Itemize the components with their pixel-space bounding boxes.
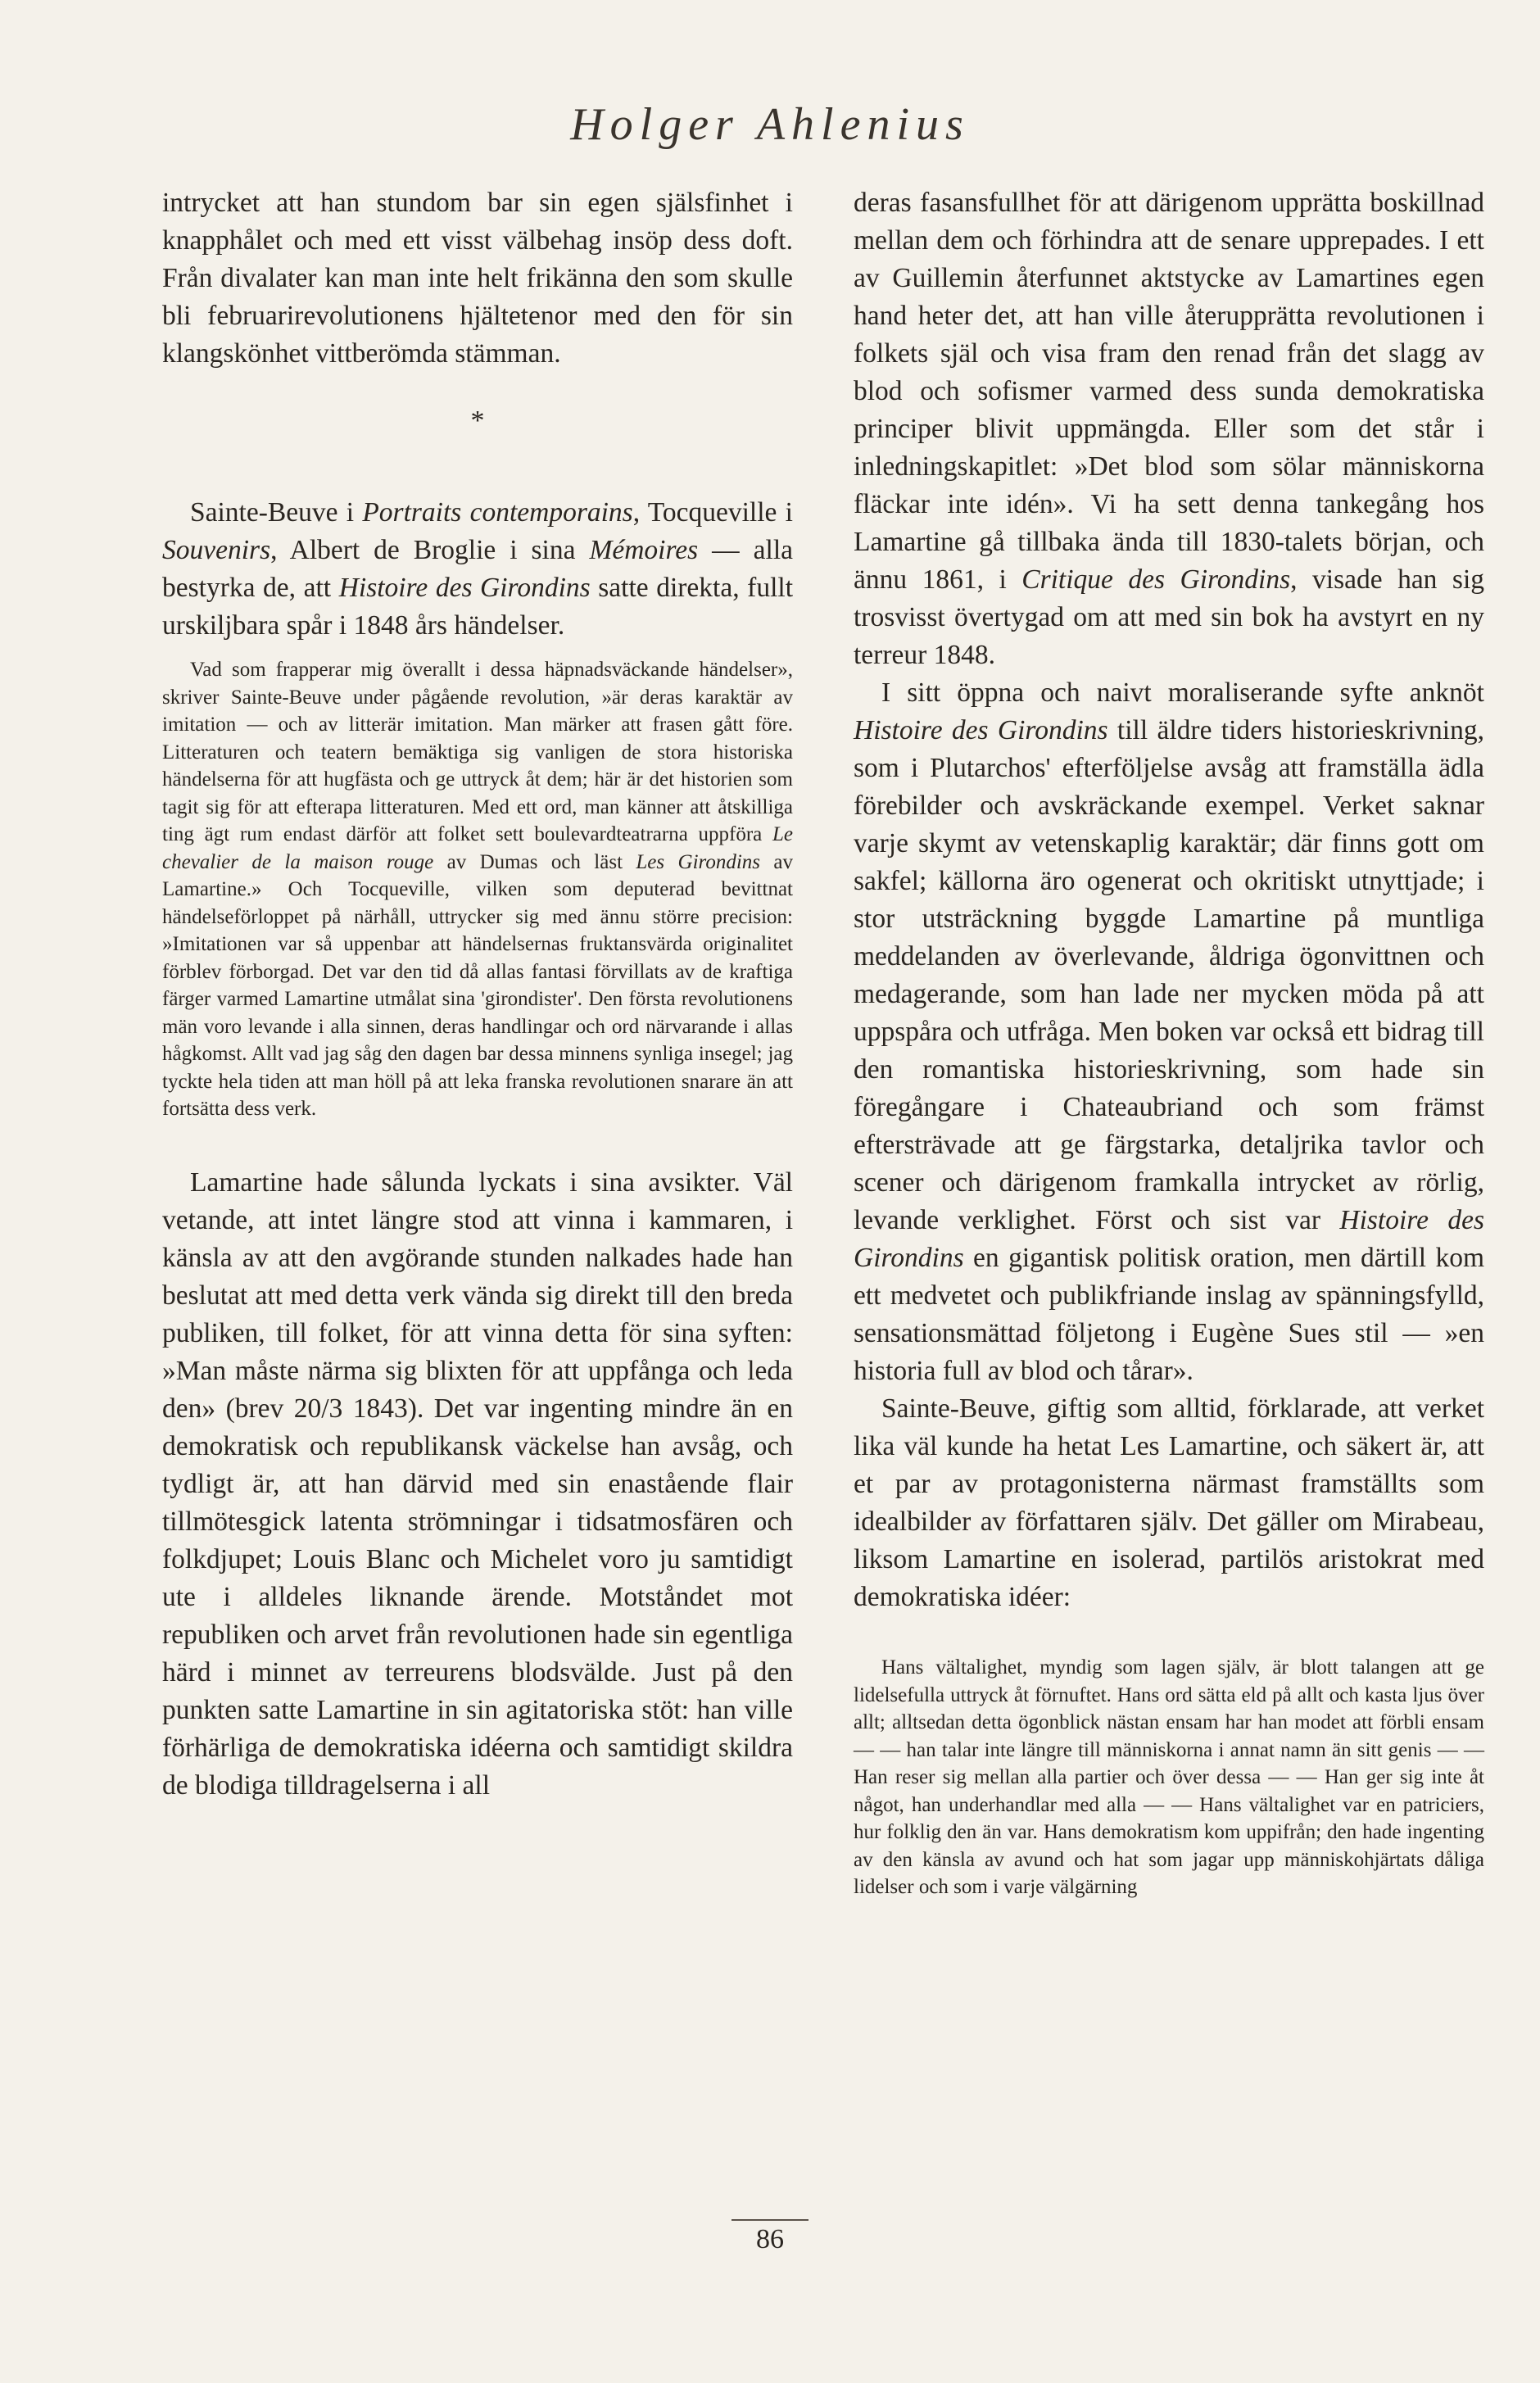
- paragraph-sources: Sainte-Beuve i Portraits contemporains, Tocqueville i Souvenirs, Albert de Broglie i sina Mémoires — alla bestyrka de, att Histoire des Girondins satte direkta, fullt urskiljbara spår i 1848 års händelser.: [162, 497, 794, 641]
- paragraph-lamartine: Lamartine hade sålunda lyckats i sina avsikter. Väl vetande, att intet längre stod att vinna i kammaren, i känsla av att den avgörande stunden nalkades hade han beslutat att med detta verk vända sig direkt till den breda publiken, till folket, för att vinna detta för sina syften: »Man måste närma sig blixten för att uppfånga och leda den» (brev 20/3 1843). Det var ingenting mindre än en demokratisk och republikansk väckelse han avsåg, och tydligt är, att han därvid med sin enastående flair tillmötesgick latenta strömningar i tidsatmosfären och folkdjupet; Louis Blanc och Michelet voro ju samtidigt ute i alldeles liknande ärende. Motståndet mot republiken och arvet från revolutionen hade sin egentliga härd i minnet av terreurens blodsvälde. Just på den punkten satte Lamartine in sin agitatoriska stöt: han ville förhärliga de demokratiska idéerna och samtidigt skildra de blodiga tilldragelserna i all: [162, 1167, 793, 1801]
- running-title: Holger Ahlenius: [570, 99, 970, 150]
- left-column: [162, 184, 793, 1805]
- paragraph-sainte-beuve: Sainte-Beuve, giftig som alltid, förklarade, att verket lika väl kunde ha hetat Les Lamartine, och säkert är, att et par av protagonisterna närmast framställts som idealbilder av författaren själv. Det gäller om Mirabeau, liksom Lamartine en isolerad, partilös aristokrat med demokratiska idéer:: [854, 1393, 1484, 1612]
- block-quote-sainte-beuve-tocqueville: [162, 656, 793, 1123]
- block-quote-mirabeau: [854, 1654, 1484, 1901]
- paragraph-naive-purpose: I sitt öppna och naivt moraliserande syfte anknöt Histoire des Girondins till äldre tiders historieskrivning, som i Plutarchos' efterföljelse avsåg att framställa ädla förebilder och avskräckande exempel. Verket saknar varje skymt av vetenskaplig karaktär; där finns gott om sakfel; källorna äro ogenerat och okritiskt utnyttjade; i stor utsträckning byggde Lamartine på muntliga meddelanden av överlevande, åldriga ögonvittnen och medagerande, som han lade ner mycken möda på att uppspåra och utfråga. Men boken var också ett bidrag till den romantiska historieskrivning, som hade sin föregångare i Chateaubriand och som främst eftersträvade att ge färgstarka, detaljrika tavlor och scener och därigenom framkalla intrycket av rörlig, levande verklighet. Först och sist var Histoire des Girondins en gigantisk politisk oration, men därtill kom ett medvetet och publikfriande inslag av spänningsfylld, sensationsmättad följetong i Eugène Sues stil — »en historia full av blod och tårar».: [854, 677, 1484, 1386]
- page-number: 86: [0, 2224, 1540, 2255]
- section-break-asterisk: *: [470, 405, 485, 436]
- quote-paragraph: Hans vältalighet, myndig som lagen själv, är blott talangen att ge lidelsefulla uttryck åt förnuftet. Hans ord sätta eld på allt och kasta ljus över allt; alltsedan detta ögonblick nästan ensam har han modet att förbli ensam — — han talar inte längre till människorna i annat namn än sitt genis — — Han reser sig mellan alla partier och över dessa — — Han ger sig inte åt något, han underhandlar med alla — — Hans vältalighet var en patriciers, hur folklig den än var. Hans demokratism kom uppifrån; den hade ingenting av den känsla av avund och hat som jagar upp människohjärtats dåliga lidelser och som i varje välgärning: [854, 1656, 1484, 1898]
- paragraph-intro: intrycket att han stundom bar sin egen själsfinhet i knapphålet och med ett visst välbehag insöp dess doft. Från divalater kan man inte helt frikänna den som skulle bli februarirevolutionens hjältetenor med den för sin klangskönhet vittberömda stämman.: [162, 188, 793, 369]
- right-column: [854, 184, 1484, 1901]
- quote-paragraph: Vad som frapperar mig överallt i dessa häpnadsväckande händelser», skriver Sainte-Beuve under pågående revolution, »är deras karaktär av imitation — och av litterär imitation. Man märker att frasen gått före. Litteraturen och teatern bemäktiga sig vanligen de stora historiska händelserna för att hugfästa och ge uttryck åt dem; här är det historien som tagit sig för att efterapa litteraturen. Med ett ord, man känner att åtskilliga ting ägt rum endast därför att folket sett boulevardteatrarna uppföra Le chevalier de la maison rouge av Dumas och läst Les Girondins av Lamartine.» Och Tocqueville, vilken som deputerad bevittnat händelseförloppet på närhåll, uttrycker sig med ännu större precision: »Imitationen var så uppenbar att händelsernas fruktansvärda originalitet förblev förborgad. Det var den tid då allas fantasi förvillats av de kraftiga färger varmed Lamartine utmålat sina 'girondister'. Den första revolutionens män voro levande i alla sinnen, deras handlingar och ord närvarande i allas hågkomst. Allt vad jag såg den dagen bar dessa minnens synliga insegel; jag tyckte hela tiden att man höll på att leka franska revolutionen snarare än att fortsätta dess verk.: [162, 659, 793, 1120]
- paragraph-continued: deras fasansfullhet för att därigenom upprätta boskillnad mellan dem och förhindra att de senare upprepades. I ett av Guillemin återfunnet aktstycke av Lamartines egen hand heter det, att han ville återupprätta revolutionen i folkets själ och visa fram den renad från det slagg av blod och sofismer varmed dess sunda demokratiska principer blivit uppmängda. Eller som det står i inledningskapitlet: »Det blod som sölar människorna fläckar inte idén». Vi ha sett denna tankegång hos Lamartine gå tillbaka ända till 1830-talets början, och ännu 1861, i Critique des Girondins, visade han sig trosvisst övertygad om att med sin bok ha avstyrt en ny terreur 1848.: [854, 188, 1485, 670]
